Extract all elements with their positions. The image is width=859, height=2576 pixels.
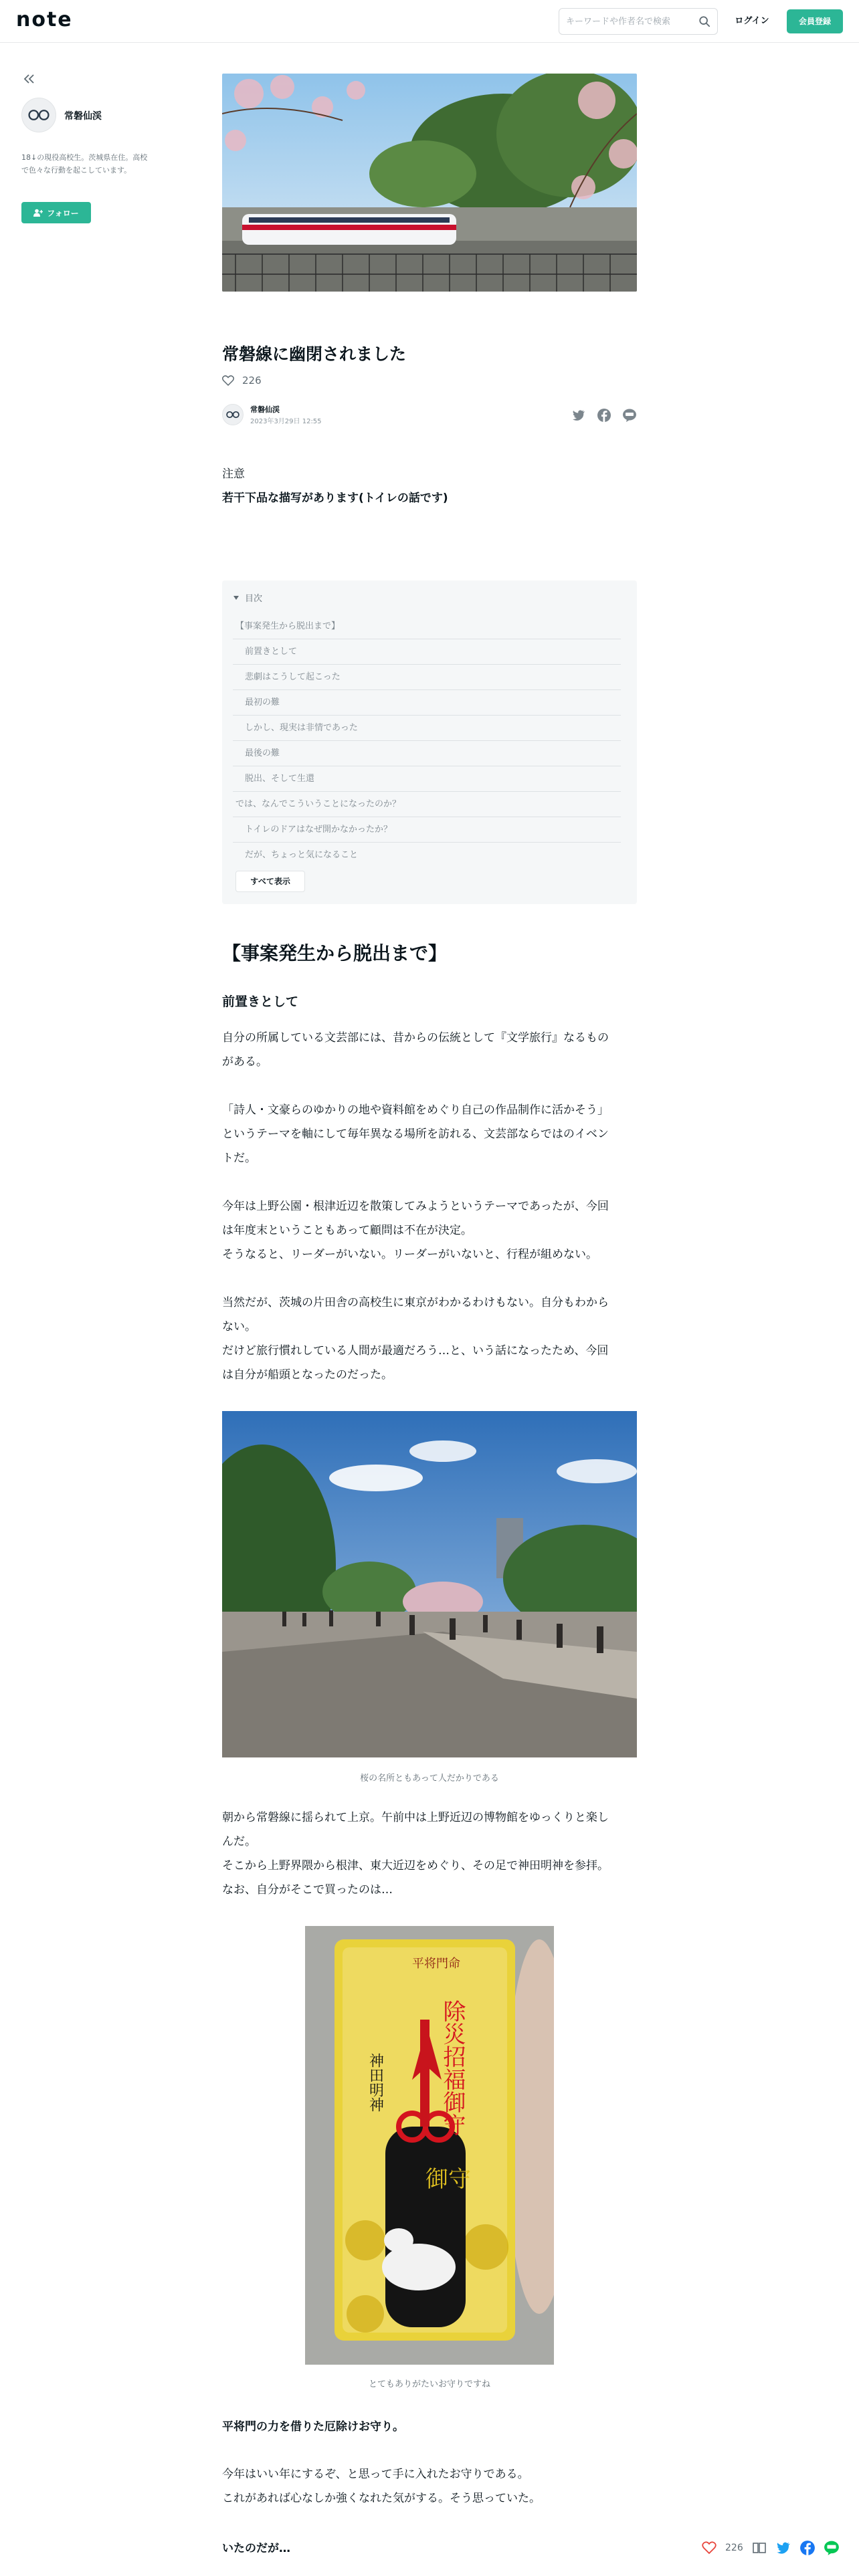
login-button[interactable]: ログイン — [735, 16, 769, 26]
chevron-down-icon — [233, 595, 240, 601]
user-plus-icon — [33, 209, 43, 217]
notice-text: 若干下品な描写があります(トイレの話です) — [222, 492, 448, 505]
paragraph: 自分の所属している文芸部には、昔からの伝統として『文学旅行』なるもの がある。 — [222, 1031, 609, 1069]
section-heading: 【事案発生から脱出まで】 — [222, 942, 448, 964]
search-box[interactable] — [559, 8, 718, 35]
paragraph: 当然だが、茨城の片田舎の高校生に東京がわかるわけもない。自分もわから ない。 だけど旅行慣れしている人間が最適だろう…と、いう話になったため、今回 は自分が船頭となったのだった。 — [222, 1296, 609, 1382]
author-bio: 18↓の現役高校生。茨城県在住。高校で色々な行動を起こしています。 — [21, 153, 148, 175]
author-name[interactable]: 常磐仙渓 — [64, 111, 102, 122]
article-title: 常磐線に幽閉されました — [222, 344, 407, 364]
table-of-contents — [222, 580, 637, 904]
charm-shrine-text: 神田明神 — [367, 2053, 384, 2112]
toc-item[interactable]: では、なんでこういうことになったのか？ — [233, 792, 621, 817]
photo-caption: 桜の名所ともあって人だかりである — [360, 1774, 499, 1784]
line-icon[interactable] — [824, 2540, 840, 2556]
subsection-heading: 前置きとして — [222, 994, 299, 1009]
paragraph: 朝から常磐線に揺られて上京。午前中は上野近辺の博物館をゆっくりと楽し んだ。 そこから上野界隈から根津、東大近辺をめぐり、その足で神田明神を参拝。 なお、自分がそこで買ったのは… — [222, 1811, 609, 1897]
toc-item[interactable]: 悲劇はこうして起こった — [233, 665, 621, 690]
photo-caption: とてもありがたいお守りですね — [368, 2379, 490, 2389]
site-header — [0, 0, 859, 43]
search-input[interactable] — [566, 9, 693, 34]
twitter-icon[interactable] — [571, 408, 586, 423]
floating-action-bar — [696, 2532, 856, 2564]
toc-toggle[interactable] — [233, 591, 262, 604]
byline-author[interactable]: 常磐仙渓 — [250, 405, 280, 414]
follow-button[interactable] — [21, 202, 91, 223]
hero-image — [222, 74, 637, 292]
paragraph: 今年は上野公園・根津近辺を散策してみようというテーマであったが、今回 は年度末ということもあって顧問は不在が決定。 そうなると、リーダーがいない。リーダーがいないと、行程が組めない。 — [222, 1200, 609, 1261]
bold-statement: いたのだが… — [222, 2542, 290, 2555]
toc-item[interactable]: だが、ちょっと気になること — [245, 850, 359, 860]
toc-list — [233, 614, 621, 868]
toc-item[interactable]: 前置きとして — [233, 639, 621, 665]
signup-button[interactable]: 会員登録 — [787, 9, 843, 33]
notice-label: 注意 — [222, 467, 245, 481]
collapse-icon[interactable] — [23, 72, 36, 86]
note-logo[interactable]: note — [16, 8, 73, 31]
follow-label: フォロー — [47, 208, 79, 218]
toc-item[interactable]: しかし、現実は非情であった — [233, 716, 621, 741]
like-count: 226 — [242, 374, 262, 387]
publish-date: 2023年3月29日 12:55 — [250, 418, 322, 425]
omamori-charm-photo — [305, 1926, 554, 2365]
magazine-icon[interactable] — [751, 2540, 767, 2556]
heart-icon[interactable] — [701, 2540, 717, 2556]
line-icon[interactable] — [622, 408, 637, 423]
bold-statement: 平将門の力を借りた厄除けお守り。 — [222, 2420, 404, 2434]
toc-item[interactable]: トイレのドアはなぜ開かなかったか？ — [233, 817, 621, 843]
ueno-park-photo — [222, 1411, 637, 1757]
heart-icon[interactable] — [222, 375, 234, 386]
toc-item[interactable]: 最後の難 — [233, 741, 621, 766]
byline — [222, 401, 637, 428]
facebook-icon[interactable] — [597, 408, 611, 423]
charm-top-text: 平将門命 — [412, 1957, 460, 1971]
paragraph: 今年はいい年にするぞ、と思って手に入れたお守りである。 これがあれば心なしか強くなれた気がする。そう思っていた。 — [222, 2468, 541, 2505]
search-icon[interactable] — [698, 15, 710, 27]
paragraph: 「詩人・文豪らのゆかりの地や資料館をめぐり自己の作品制作に活かそう」 というテーマを軸にして毎年異なる場所を訪れる、文芸部ならではのイベン トだ。 — [222, 1103, 609, 1165]
toc-item[interactable]: 最初の難 — [233, 690, 621, 716]
twitter-icon[interactable] — [775, 2540, 791, 2556]
share-buttons — [571, 408, 637, 423]
toc-show-all-button[interactable]: すべて表示 — [235, 871, 305, 892]
charm-main-text: 除災招福御守 — [439, 2000, 466, 2136]
like-row[interactable] — [222, 374, 262, 387]
toc-item[interactable]: 【事案発生から脱出まで】 — [233, 614, 621, 639]
avatar[interactable] — [21, 98, 56, 132]
toc-item[interactable]: 脱出、そして生還 — [233, 766, 621, 792]
floating-like-count: 226 — [725, 2543, 743, 2553]
facebook-icon[interactable] — [799, 2540, 816, 2556]
charm-mamori-text: 御守 — [425, 2166, 471, 2193]
toc-heading: 目次 — [245, 594, 263, 604]
byline-avatar[interactable] — [222, 404, 244, 425]
